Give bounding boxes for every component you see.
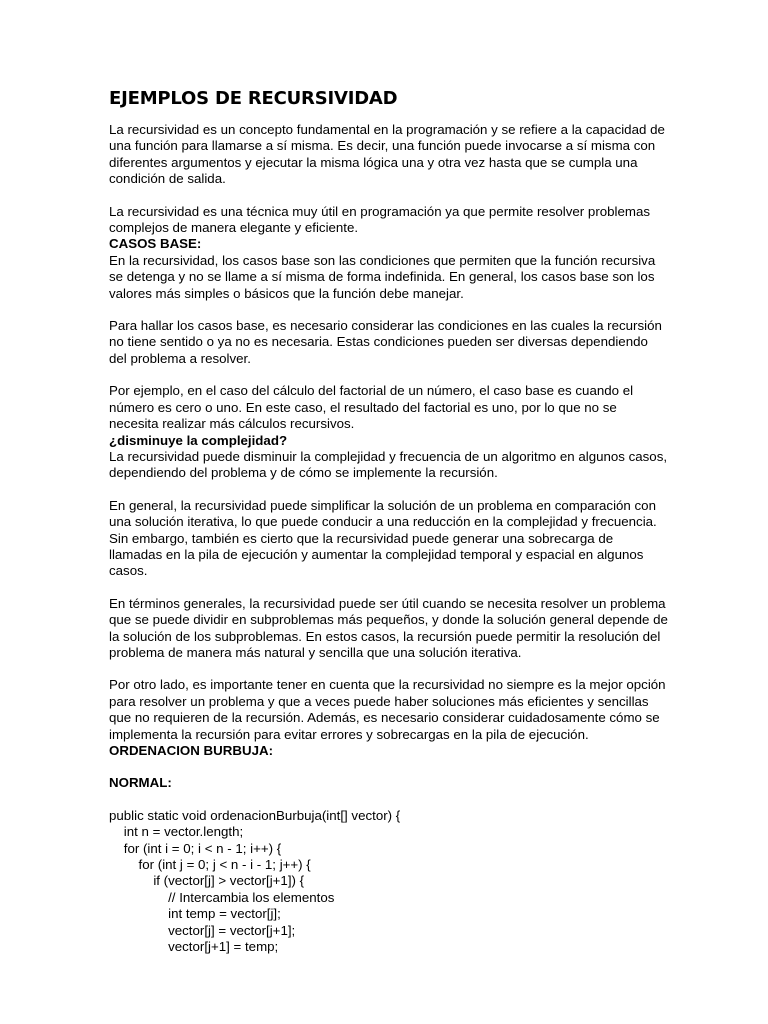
document-title: EJEMPLOS DE RECURSIVIDAD [109, 88, 398, 109]
heading-burbuja: ORDENACION BURBUJA: [109, 743, 273, 758]
paragraph-intro: La recursividad es un concepto fundamental en la programación y se refiere a la capacidad de una función para llamarse a sí misma. Es decir, una función puede invocarse a sí misma con diferentes argumentos y ejecutar la misma lógica una y otra vez hasta que se cumpla una condición de salida. [109, 122, 665, 187]
paragraph-casos-base: En la recursividad, los casos base son las condiciones que permiten que la función recursiva se detenga y no se llame a sí misma de forma indefinida. En general, los casos base son los valores más simples o básicos que la función debe manejar. [109, 252, 656, 301]
spacer [109, 302, 669, 318]
code-line: vector[j] = vector[j+1]; [109, 922, 296, 938]
code-line: public static void ordenacionBurbuja(int[] vector) { [109, 807, 401, 823]
spacer [109, 367, 669, 383]
code-line: for (int i = 0; i < n - 1; i++) { [109, 840, 282, 856]
spacer [109, 482, 669, 498]
document-page [109, 86, 669, 955]
paragraph-hallar-casos: Para hallar los casos base, es necesario considerar las condiciones en las cuales la recursión no tiene sentido o ya no es necesaria. Estas condiciones pueden ser diversas dependiendo del problema a resolver. [109, 318, 662, 366]
heading-normal: NORMAL: [109, 775, 172, 791]
code-line: if (vector[j] > vector[j+1]) { [109, 873, 305, 889]
code-line: int temp = vector[j]; [109, 906, 281, 922]
spacer [109, 580, 669, 596]
code-line: // Intercambia los elementos [109, 889, 335, 905]
paragraph-factorial: Por ejemplo, en el caso del cálculo del factorial de un número, el caso base es cuando el número es cero o uno. En este caso, el resultado del factorial es uno, por lo que no se necesita realizar más cálculos recursivos. [109, 383, 634, 432]
code-line: for (int j = 0; j < n - i - 1; j++) { [109, 857, 311, 873]
spacer [109, 759, 669, 775]
code-line: vector[j+1] = temp; [109, 939, 279, 955]
code-line: int n = vector.length; [109, 824, 244, 840]
spacer [109, 188, 669, 204]
spacer [109, 661, 669, 677]
paragraph-technique: La recursividad es una técnica muy útil en programación ya que permite resolver problemas complejos de manera elegante y eficiente. [109, 203, 651, 236]
heading-complejidad: ¿disminuye la complejidad? [109, 432, 288, 448]
paragraph-otro-lado: Por otro lado, es importante tener en cuenta que la recursividad no siempre es la mejor opción para resolver un problema y que a veces puede haber soluciones más eficientes y sencillas que no requieren de la recursión. Además, es necesario considerar cuidadosamente cómo se implementa la recursión para evitar errores y sobrecargas en la pila de ejecución. [109, 677, 666, 742]
code-block [109, 808, 669, 956]
paragraph-terminos-generales: En términos generales, la recursividad puede ser útil cuando se necesita resolver un problema que se puede dividir en subproblemas más pequeños, y donde la solución general depende de la solución de los subproblemas. En estos casos, la recursión puede permitir la resolución del problema de manera más natural y sencilla que una solución iterativa. [109, 595, 668, 660]
spacer [109, 792, 669, 808]
heading-casos-base: CASOS BASE: [109, 236, 202, 252]
paragraph-simplificar: En general, la recursividad puede simplificar la solución de un problema en comparación con una solución iterativa, lo que puede conducir a una reducción en la complejidad y frecuencia. Sin embargo, también es cierto que la recursividad puede generar una sobrecarga de llamadas en la pila de ejecución y aumentar la complejidad temporal y espacial en algunos casos. [109, 497, 657, 579]
paragraph-complejidad: La recursividad puede disminuir la complejidad y frecuencia de un algoritmo en algunos casos, dependiendo del problema y de cómo se implemente la recursión. [109, 448, 668, 481]
